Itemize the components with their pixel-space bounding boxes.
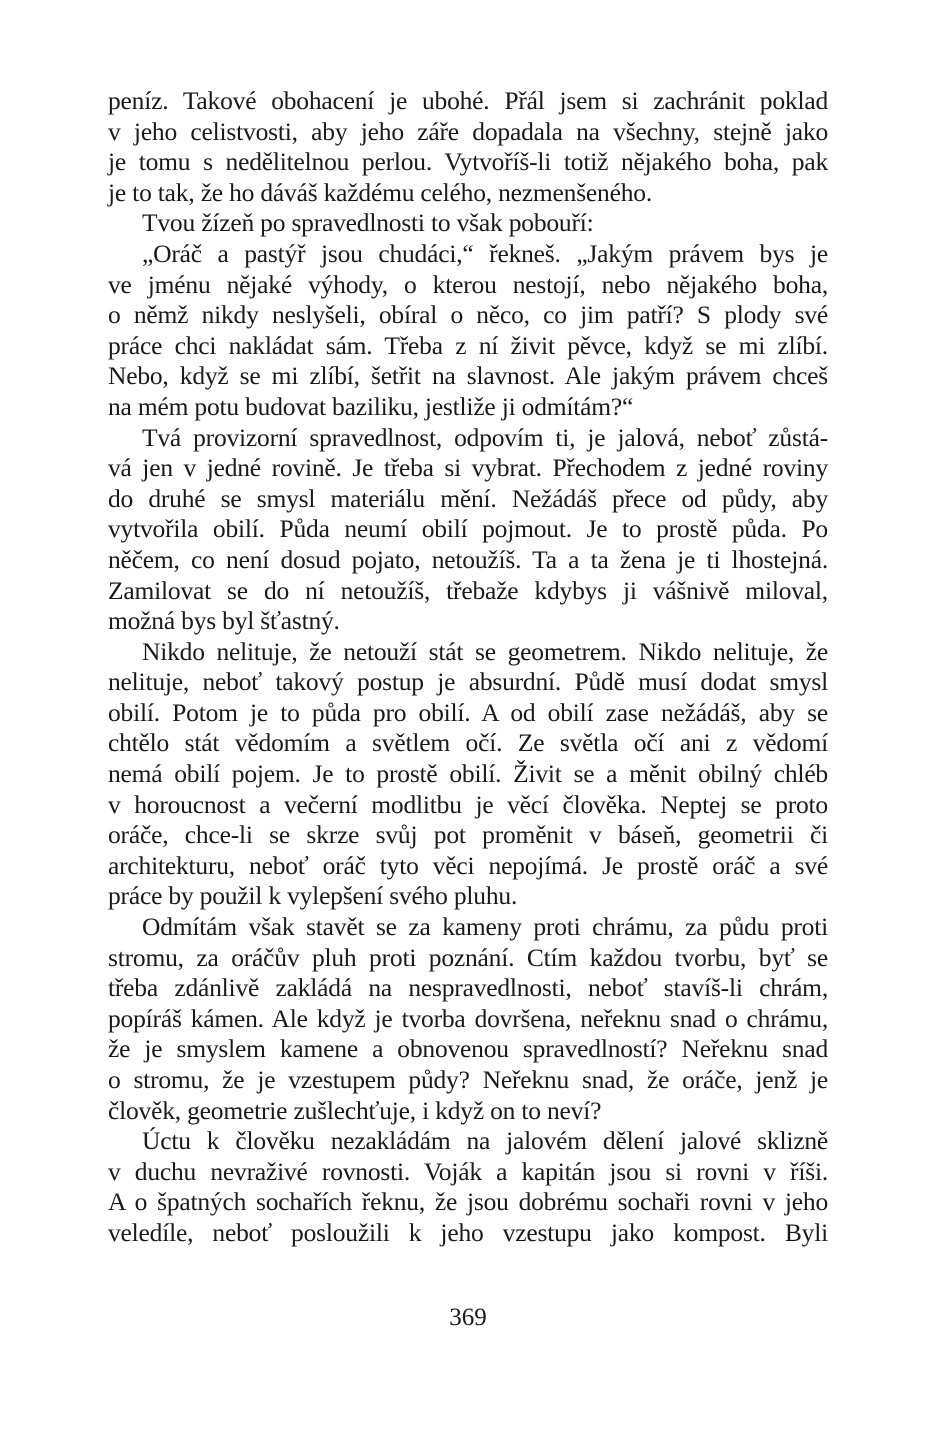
text-line: že je smyslem kamene a obnovenou spravedlností? Neřeknu snad bbox=[108, 1034, 828, 1064]
text-line: Tvá provizorní spravedlnost, odpovím ti, je jalová, neboť zůstá- bbox=[142, 422, 828, 452]
text-line: do druhé se smysl materiálu mění. Nežádáš přece od půdy, aby bbox=[108, 483, 828, 513]
text-line: v duchu nevraživé rovnosti. Voják a kapitán jsou si rovni v říši. bbox=[108, 1156, 828, 1186]
text-line: popíráš kámen. Ale když je tvorba dovršena, neřeknu snad o chrámu, bbox=[108, 1003, 828, 1033]
text-line: Nebo, když se mi zlíbí, šetřit na slavnost. Ale jakým právem chceš bbox=[108, 361, 828, 391]
text-line: obilí. Potom je to půda pro obilí. A od obilí zase nežádáš, aby se bbox=[108, 697, 828, 727]
text-line: chtělo stát vědomím a světlem očí. Ze světla očí ani z vědomí bbox=[108, 728, 828, 758]
text-line: vá jen v jedné rovině. Je třeba si vybrat. Přechodem z jedné roviny bbox=[108, 453, 828, 483]
text-line: ve jménu nějaké výhody, o kterou nestojí, nebo nějakého boha, bbox=[108, 269, 828, 299]
text-line: práce by použil k vylepšení svého pluhu. bbox=[108, 881, 518, 911]
text-line: oráče, chce-li se skrze svůj pot proměnit v báseň, geometrii či bbox=[108, 820, 828, 850]
text-line: Nikdo nelituje, že netouží stát se geometrem. Nikdo nelituje, že bbox=[142, 636, 828, 666]
text-line: na mém potu budovat baziliku, jestliže ji odmítám?“ bbox=[108, 391, 634, 421]
text-line: veledíle, neboť posloužili k jeho vzestupu jako kompost. Byli bbox=[108, 1217, 828, 1247]
text-line: nemá obilí pojem. Je to prostě obilí. Živit se a měnit obilný chléb bbox=[108, 759, 828, 789]
text-line: architekturu, neboť oráč tyto věci nepojímá. Je prostě oráč a své bbox=[108, 850, 828, 880]
text-line: je to tak, že ho dáváš každému celého, nezmenšeného. bbox=[108, 177, 652, 207]
text-line: možná bys byl šťastný. bbox=[108, 606, 340, 636]
text-line: stromu, za oráčův pluh proti poznání. Ctím každou tvorbu, byť se bbox=[108, 942, 828, 972]
text-line: vytvořila obilí. Půda neumí obilí pojmout. Je to prostě půda. Po bbox=[108, 514, 828, 544]
text-line: „Oráč a pastýř jsou chudáci,“ řekneš. „Jakým právem bys je bbox=[142, 238, 828, 268]
text-line: o stromu, že je vzestupem půdy? Neřeknu snad, že oráče, jenž je bbox=[108, 1065, 828, 1094]
text-line: Úctu k člověku nezakládám na jalovém dělení jalové sklizně bbox=[142, 1126, 828, 1156]
page-number: 369 bbox=[449, 1304, 487, 1331]
text-line: v jeho celistvosti, aby jeho záře dopadala na všechny, stejně jako bbox=[108, 116, 828, 146]
text-line: je tomu s nedělitelnou perlou. Vytvoříš-li totiž nějakého boha, pak bbox=[108, 147, 828, 177]
text-line: něčem, co není dosud pojato, netoužíš. Ta a ta žena je ti lhostejná. bbox=[108, 544, 828, 574]
text-line: třeba zdánlivě zakládá na nespravedlnosti, neboť stavíš-li chrám, bbox=[108, 973, 828, 1003]
body-text bbox=[108, 86, 828, 1249]
text-line: o němž nikdy neslyšeli, obíral o něco, co jim patří? S plody své bbox=[108, 300, 828, 330]
text-line: A o špatných sochařích řeknu, že jsou dobrému sochaři rovni v jeho bbox=[108, 1187, 828, 1217]
text-line: v horoucnost a večerní modlitbu je věcí člověka. Neptej se proto bbox=[108, 789, 828, 819]
text-line: nelituje, neboť takový postup je absurdní. Půdě musí dodat smysl bbox=[108, 667, 828, 697]
text-line: peníz. Takové obohacení je ubohé. Přál jsem si zachránit poklad bbox=[108, 86, 828, 115]
text-line: Odmítám však stavět se za kameny proti chrámu, za půdu proti bbox=[142, 912, 828, 942]
text-line: Tvou žízeň po spravedlnosti to však pobouří: bbox=[142, 208, 594, 238]
text-line: člověk, geometrie zušlechťuje, i když on to neví? bbox=[108, 1095, 602, 1125]
text-line: Zamilovat se do ní netoužíš, třebaže kdybys ji vášnivě miloval, bbox=[108, 575, 828, 605]
text-line: práce chci nakládat sám. Třeba z ní živit pěvce, když se mi zlíbí. bbox=[108, 330, 828, 360]
